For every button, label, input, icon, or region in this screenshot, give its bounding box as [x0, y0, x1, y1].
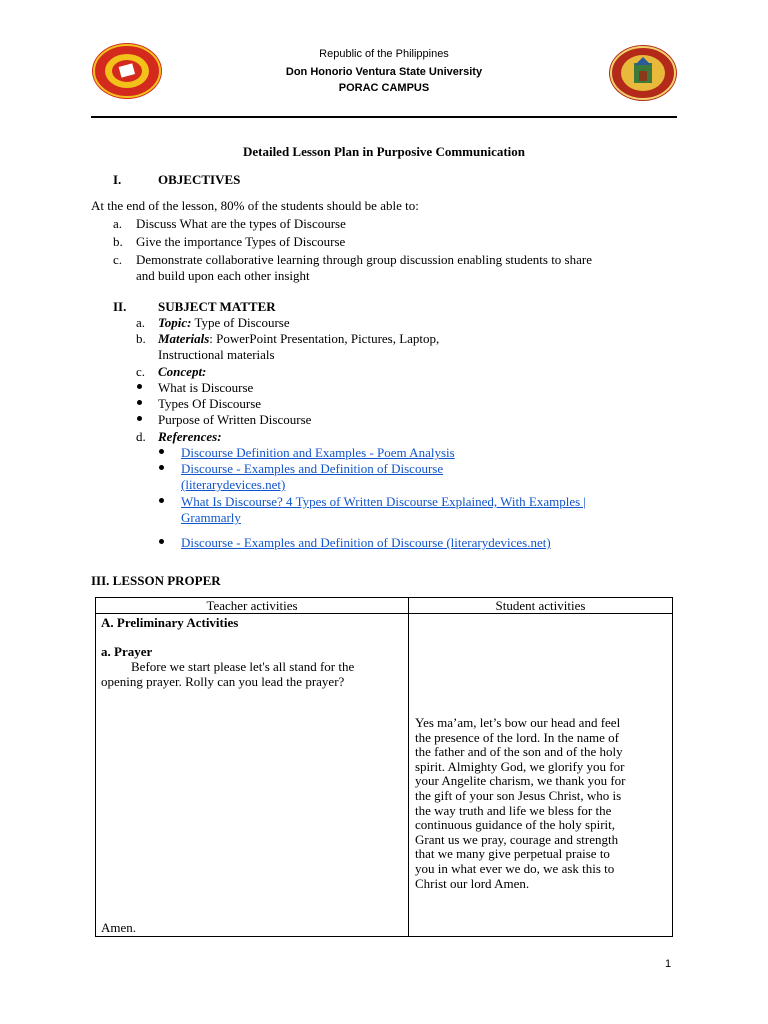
table-row — [96, 614, 673, 937]
materials-value-continued: Instructional materials — [158, 347, 275, 362]
bullet-icon — [159, 539, 164, 544]
objective-marker: b. — [113, 234, 123, 249]
concept-item: Purpose of Written Discourse — [158, 412, 312, 427]
student-prayer-line: the gift of your son Jesus Christ, who is — [415, 787, 622, 803]
objective-item: Give the importance Types of Discourse — [136, 234, 346, 249]
references-marker: d. — [136, 429, 146, 444]
reference-link[interactable]: Discourse - Examples and Definition of Discourse (literarydevices.net) — [181, 535, 551, 550]
preliminary-heading: A. Preliminary Activities — [101, 615, 239, 630]
objectives-heading: OBJECTIVES — [158, 172, 241, 187]
objectives-intro: At the end of the lesson, 80% of the students should be able to: — [91, 198, 419, 213]
student-prayer-line: Yes ma’am, let’s bow our head and feel — [415, 715, 621, 730]
objective-marker: c. — [113, 252, 123, 267]
reference-link-continued[interactable]: Grammarly — [181, 510, 241, 525]
student-prayer-line: that we many give perpetual praise to — [415, 846, 610, 862]
student-prayer-line: Christ our lord Amen. — [415, 875, 530, 891]
bullet-icon — [137, 400, 142, 405]
page-title: Detailed Lesson Plan in Purposive Communication — [242, 144, 526, 159]
objective-item-continued: and build upon each other insight — [136, 268, 310, 283]
concept-marker: c. — [136, 364, 146, 379]
subject-matter-numeral: II. — [113, 299, 127, 314]
reference-link[interactable]: Discourse - Examples and Definition of Discourse — [181, 461, 444, 476]
student-prayer-line: Grant us we pray, courage and strength — [415, 831, 619, 847]
materials-value: : PowerPoint Presentation, Pictures, Laptop, — [209, 331, 440, 346]
teacher-column-header: Teacher activities — [96, 598, 409, 614]
objective-item: Demonstrate collaborative learning through group discussion enabling students to share — [136, 252, 592, 267]
concept-item: What is Discourse — [158, 380, 254, 395]
concept-item: Types Of Discourse — [158, 396, 262, 411]
bullet-icon — [137, 384, 142, 389]
materials-marker: b. — [136, 331, 146, 346]
student-prayer-line: your Angelite charism, we thank you for — [415, 773, 626, 789]
page-number: 1 — [665, 958, 672, 970]
lesson-table — [95, 597, 673, 937]
teacher-prayer-text: Before we start please let's all stand for the — [131, 659, 355, 674]
objective-item: Discuss What are the types of Discourse — [136, 216, 346, 231]
student-prayer-line: spirit. Almighty God, we glorify you for — [415, 758, 625, 774]
student-prayer-line: the presence of the lord. In the name of — [415, 729, 619, 745]
topic-marker: a. — [136, 315, 146, 330]
bullet-icon — [159, 465, 164, 470]
student-prayer-line: continuous guidance of the holy spirit, — [415, 817, 616, 833]
student-prayer — [415, 716, 625, 891]
bullet-icon — [137, 416, 142, 421]
student-column-header: Student activities — [409, 598, 673, 614]
reference-link[interactable]: Discourse Definition and Examples - Poem Analysis — [181, 445, 455, 460]
bullet-icon — [159, 498, 164, 503]
teacher-prayer-text-continued: opening prayer. Rolly can you lead the prayer? — [101, 674, 345, 689]
header-university: Don Honorio Ventura State University — [285, 66, 483, 78]
prayer-label: a. Prayer — [101, 644, 153, 659]
header-campus: PORAC CAMPUS — [338, 82, 430, 94]
objectives-numeral: I. — [113, 172, 122, 187]
student-activities-cell — [409, 614, 673, 937]
topic-line — [158, 315, 290, 331]
lesson-proper-heading: III. LESSON PROPER — [91, 573, 221, 588]
objective-marker: a. — [113, 216, 123, 231]
header-republic: Republic of the Philippines — [319, 48, 449, 60]
student-prayer-line: you in what ever we do, we ask this to — [415, 860, 615, 876]
student-prayer-line: the father and of the son and of the holy — [415, 744, 623, 760]
table-header-row — [96, 598, 673, 614]
references-label: References: — [158, 429, 222, 444]
concept-label: Concept: — [158, 364, 207, 379]
header-divider — [91, 116, 677, 118]
materials-label: Materials — [158, 331, 210, 346]
teacher-amen: Amen. — [101, 920, 137, 935]
teacher-activities-cell — [96, 614, 409, 937]
topic-value: Type of Discourse — [191, 315, 290, 330]
reference-link[interactable]: What Is Discourse? 4 Types of Written Discourse Explained, With Examples | — [181, 494, 586, 509]
reference-link-continued[interactable]: (literarydevices.net) — [181, 477, 286, 492]
bullet-icon — [159, 449, 164, 454]
topic-label: Topic: — [158, 315, 192, 330]
materials-line — [158, 331, 439, 347]
subject-matter-heading: SUBJECT MATTER — [158, 299, 276, 314]
student-prayer-line: the way truth and life we bless for the — [415, 802, 612, 818]
